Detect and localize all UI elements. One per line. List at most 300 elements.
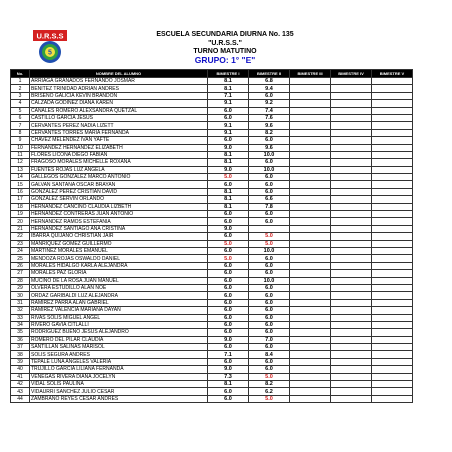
student-number: 26: [11, 262, 30, 269]
grade-bimestre-5: [372, 395, 413, 402]
grade-bimestre-3: [290, 336, 331, 343]
grade-bimestre-3: [290, 218, 331, 225]
grade-bimestre-3: [290, 174, 331, 181]
student-number: 38: [11, 351, 30, 358]
student-number: 34: [11, 321, 30, 328]
student-name: VIDAURRI SANCHEZ JULIO CESAR: [30, 388, 208, 395]
student-number: 30: [11, 292, 30, 299]
grade-bimestre-1: 9.0: [208, 144, 249, 151]
student-name: FRAGOSO MORALES MICHELLE ROXANA: [30, 159, 208, 166]
student-name: ROMERO DEL PILAR CLAUDIA: [30, 336, 208, 343]
grade-bimestre-5: [372, 270, 413, 277]
table-row: [11, 196, 413, 203]
grade-bimestre-3: [290, 395, 331, 402]
student-name: CERVANTES TORRES MARIA FERNANDA: [30, 129, 208, 136]
student-name: MORALES PAZ GLORIA: [30, 270, 208, 277]
grade-bimestre-4: [331, 159, 372, 166]
table-row: [11, 225, 413, 232]
grade-bimestre-1: 6.0: [208, 292, 249, 299]
grade-bimestre-3: [290, 247, 331, 254]
grade-bimestre-2: 6.6: [249, 196, 290, 203]
grade-bimestre-3: [290, 373, 331, 380]
student-name: MENDOZA ROJAS OSWALDO DANIEL: [30, 255, 208, 262]
student-number: 39: [11, 358, 30, 365]
column-header-name: NOMBRE DEL ALUMNO: [30, 70, 208, 78]
grade-bimestre-2: 6.2: [249, 388, 290, 395]
table-row: [11, 277, 413, 284]
grade-bimestre-3: [290, 181, 331, 188]
grade-bimestre-5: [372, 78, 413, 85]
grade-bimestre-2: [249, 225, 290, 232]
grade-bimestre-4: [331, 100, 372, 107]
table-row: [11, 78, 413, 85]
grade-bimestre-5: [372, 166, 413, 173]
grade-bimestre-5: [372, 203, 413, 210]
student-name: ZAMBRANO REYES CESAR ANDRES: [30, 395, 208, 402]
grade-bimestre-4: [331, 144, 372, 151]
grade-bimestre-1: 9.0: [208, 336, 249, 343]
grade-bimestre-1: 6.0: [208, 307, 249, 314]
student-number: 35: [11, 329, 30, 336]
grade-bimestre-4: [331, 166, 372, 173]
student-name: HERNANDEZ CONTRERAS JUAN ANTONIO: [30, 211, 208, 218]
school-title: ESCUELA SECUNDARIA DIURNA No. 135: [156, 31, 294, 38]
table-row: [11, 366, 413, 373]
table-header-row: [11, 70, 413, 78]
grade-bimestre-4: [331, 277, 372, 284]
grade-bimestre-4: [331, 284, 372, 291]
grade-bimestre-2: 6.0: [249, 188, 290, 195]
student-number: 10: [11, 144, 30, 151]
grade-bimestre-3: [290, 329, 331, 336]
grade-bimestre-2: 9.6: [249, 144, 290, 151]
grade-bimestre-4: [331, 299, 372, 306]
student-number: 32: [11, 307, 30, 314]
grade-bimestre-2: 7.4: [249, 107, 290, 114]
student-number: 8: [11, 129, 30, 136]
grades-table: [10, 69, 413, 403]
logo-number: 5: [48, 49, 52, 57]
student-name: GALVAN SANTANA OSCAR BRAYAN: [30, 181, 208, 188]
table-row: [11, 388, 413, 395]
table-row: [11, 203, 413, 210]
table-row: [11, 166, 413, 173]
grade-bimestre-4: [331, 181, 372, 188]
grade-bimestre-3: [290, 196, 331, 203]
grade-bimestre-4: [331, 381, 372, 388]
grade-bimestre-1: 6.0: [208, 107, 249, 114]
grade-bimestre-2: 7.6: [249, 114, 290, 121]
student-name: CANALES ROMERO ALEXSANDRA QUETZAL: [30, 107, 208, 114]
grade-bimestre-1: 6.0: [208, 211, 249, 218]
table-row: [11, 358, 413, 365]
grade-bimestre-2: 7.0: [249, 336, 290, 343]
table-row: [11, 151, 413, 158]
grade-bimestre-1: 9.1: [208, 129, 249, 136]
grade-bimestre-1: 7.1: [208, 92, 249, 99]
grade-bimestre-3: [290, 262, 331, 269]
grade-bimestre-4: [331, 351, 372, 358]
grade-bimestre-2: 6.0: [249, 218, 290, 225]
table-row: [11, 314, 413, 321]
student-number: 25: [11, 255, 30, 262]
grade-bimestre-1: 8.1: [208, 159, 249, 166]
table-row: [11, 270, 413, 277]
grade-bimestre-2: 6.0: [249, 137, 290, 144]
student-name: OLVERA ESTUDILLO ALAN NOE: [30, 284, 208, 291]
grade-bimestre-2: 9.4: [249, 85, 290, 92]
table-row: [11, 137, 413, 144]
grade-bimestre-1: 7.3: [208, 373, 249, 380]
grade-bimestre-4: [331, 270, 372, 277]
table-row: [11, 240, 413, 247]
table-row: [11, 307, 413, 314]
grade-bimestre-5: [372, 114, 413, 121]
school-shift: TURNO MATUTINO: [193, 48, 257, 55]
student-number: 7: [11, 122, 30, 129]
grade-bimestre-1: 5.0: [208, 240, 249, 247]
table-row: [11, 233, 413, 240]
student-name: HERNANDEZ RAMOS ESTEFANIA: [30, 218, 208, 225]
table-row: [11, 329, 413, 336]
table-row: [11, 100, 413, 107]
student-number: 21: [11, 225, 30, 232]
grade-bimestre-4: [331, 358, 372, 365]
grade-bimestre-4: [331, 366, 372, 373]
grade-bimestre-1: 6.0: [208, 233, 249, 240]
grade-bimestre-2: 6.0: [249, 255, 290, 262]
grade-bimestre-1: 7.1: [208, 351, 249, 358]
student-number: 33: [11, 314, 30, 321]
grade-bimestre-4: [331, 388, 372, 395]
table-row: [11, 373, 413, 380]
student-name: HERNANDEZ SANTIAGO ANA CRISTINA: [30, 225, 208, 232]
student-number: 28: [11, 277, 30, 284]
grade-bimestre-2: 10.0: [249, 247, 290, 254]
grade-bimestre-1: 8.1: [208, 203, 249, 210]
grade-bimestre-4: [331, 255, 372, 262]
grades-table-body: [11, 78, 413, 403]
table-row: [11, 381, 413, 388]
grade-bimestre-5: [372, 329, 413, 336]
table-row: [11, 395, 413, 402]
grade-bimestre-1: 6.0: [208, 321, 249, 328]
student-number: 44: [11, 395, 30, 402]
grade-bimestre-1: 6.0: [208, 137, 249, 144]
grade-bimestre-4: [331, 174, 372, 181]
grade-bimestre-2: 6.0: [249, 299, 290, 306]
grade-bimestre-4: [331, 329, 372, 336]
student-name: RAMIREZ PARRA ALAN GABRIEL: [30, 299, 208, 306]
table-row: [11, 336, 413, 343]
grade-bimestre-3: [290, 344, 331, 351]
grade-bimestre-1: 8.1: [208, 78, 249, 85]
table-row: [11, 247, 413, 254]
grade-bimestre-2: 6.0: [249, 292, 290, 299]
grade-bimestre-5: [372, 299, 413, 306]
table-row: [11, 284, 413, 291]
grade-bimestre-4: [331, 107, 372, 114]
grade-bimestre-2: 6.0: [249, 159, 290, 166]
student-name: SOLIS SEGURA ANDRES: [30, 351, 208, 358]
student-name: RIVAS SOLIS MIGUEL ANGEL: [30, 314, 208, 321]
grade-bimestre-2: 6.8: [249, 78, 290, 85]
student-number: 6: [11, 114, 30, 121]
grade-bimestre-3: [290, 151, 331, 158]
grade-bimestre-2: 5.0: [249, 395, 290, 402]
student-number: 19: [11, 211, 30, 218]
grade-bimestre-5: [372, 240, 413, 247]
student-number: 18: [11, 203, 30, 210]
grade-bimestre-1: 6.0: [208, 344, 249, 351]
grade-bimestre-4: [331, 137, 372, 144]
grade-bimestre-5: [372, 137, 413, 144]
column-header-bimestre-4: BIMESTRE IV: [331, 70, 372, 78]
student-number: 5: [11, 107, 30, 114]
grade-bimestre-2: 6.0: [249, 262, 290, 269]
grade-bimestre-5: [372, 336, 413, 343]
student-name: TRUJILLO GARCIA LILIANA FERNANDA: [30, 366, 208, 373]
student-number: 13: [11, 166, 30, 173]
student-number: 41: [11, 373, 30, 380]
table-row: [11, 181, 413, 188]
grade-bimestre-5: [372, 307, 413, 314]
grade-bimestre-2: 6.0: [249, 270, 290, 277]
grade-bimestre-5: [372, 107, 413, 114]
grade-bimestre-5: [372, 262, 413, 269]
table-row: [11, 262, 413, 269]
grade-bimestre-4: [331, 114, 372, 121]
grade-bimestre-4: [331, 262, 372, 269]
grade-bimestre-5: [372, 381, 413, 388]
student-name: MUCIÑO DE LA ROSA JUAN MANUEL: [30, 277, 208, 284]
grade-bimestre-5: [372, 233, 413, 240]
column-header-bimestre-1: BIMESTRE I: [208, 70, 249, 78]
grade-bimestre-5: [372, 181, 413, 188]
grade-bimestre-4: [331, 218, 372, 225]
grade-bimestre-2: 7.8: [249, 203, 290, 210]
grade-bimestre-5: [372, 218, 413, 225]
grade-bimestre-3: [290, 144, 331, 151]
grade-bimestre-2: 5.0: [249, 373, 290, 380]
grade-bimestre-2: 6.0: [249, 358, 290, 365]
column-header-no: No.: [11, 70, 30, 78]
grade-bimestre-4: [331, 292, 372, 299]
grade-bimestre-3: [290, 107, 331, 114]
grade-bimestre-4: [331, 196, 372, 203]
grade-bimestre-3: [290, 284, 331, 291]
student-number: 3: [11, 92, 30, 99]
student-number: 23: [11, 240, 30, 247]
student-name: CASTILLO GARCIA JESUS: [30, 114, 208, 121]
grade-bimestre-2: 6.0: [249, 181, 290, 188]
logo-text: U.R.S.S: [36, 31, 64, 41]
grade-bimestre-3: [290, 351, 331, 358]
grade-bimestre-5: [372, 129, 413, 136]
student-name: MARTINEZ MORALES EMANUEL: [30, 247, 208, 254]
student-name: ORDAZ GARIBALDI LUZ ALEJANDRA: [30, 292, 208, 299]
table-row: [11, 255, 413, 262]
student-number: 16: [11, 188, 30, 195]
table-row: [11, 92, 413, 99]
grade-bimestre-1: 9.0: [208, 366, 249, 373]
table-row: [11, 321, 413, 328]
grade-bimestre-3: [290, 114, 331, 121]
student-name: MANRIQUEZ GOMEZ GUILLERMO: [30, 240, 208, 247]
grade-bimestre-1: 8.1: [208, 151, 249, 158]
column-header-bimestre-5: BIMESTRE V: [372, 70, 413, 78]
grade-bimestre-1: 8.1: [208, 85, 249, 92]
grade-bimestre-1: 5.0: [208, 255, 249, 262]
grade-bimestre-3: [290, 292, 331, 299]
table-row: [11, 107, 413, 114]
grade-bimestre-5: [372, 100, 413, 107]
grade-bimestre-5: [372, 255, 413, 262]
grade-bimestre-2: 6.0: [249, 314, 290, 321]
student-number: 15: [11, 181, 30, 188]
grade-bimestre-1: 9.0: [208, 225, 249, 232]
grade-bimestre-5: [372, 92, 413, 99]
grade-bimestre-2: 9.2: [249, 100, 290, 107]
grade-bimestre-1: 6.0: [208, 388, 249, 395]
grade-bimestre-2: 6.0: [249, 174, 290, 181]
grade-bimestre-3: [290, 366, 331, 373]
grade-bimestre-4: [331, 203, 372, 210]
student-number: 31: [11, 299, 30, 306]
grade-bimestre-1: 6.0: [208, 395, 249, 402]
grade-bimestre-4: [331, 188, 372, 195]
grade-bimestre-3: [290, 233, 331, 240]
student-number: 14: [11, 174, 30, 181]
grade-bimestre-5: [372, 321, 413, 328]
grade-bimestre-4: [331, 122, 372, 129]
grade-bimestre-3: [290, 255, 331, 262]
grade-bimestre-2: 6.0: [249, 307, 290, 314]
student-number: 4: [11, 100, 30, 107]
grade-bimestre-3: [290, 211, 331, 218]
grade-bimestre-4: [331, 225, 372, 232]
grade-bimestre-4: [331, 92, 372, 99]
grade-bimestre-3: [290, 166, 331, 173]
grade-bimestre-4: [331, 314, 372, 321]
grade-bimestre-2: 6.0: [249, 284, 290, 291]
student-number: 9: [11, 137, 30, 144]
student-name: GALLEGOS GONZALEZ MARCO ANTONIO: [30, 174, 208, 181]
grade-bimestre-5: [372, 358, 413, 365]
grade-bimestre-1: 9.0: [208, 166, 249, 173]
student-name: GONZALEZ SERVIN ORLANDO: [30, 196, 208, 203]
table-row: [11, 188, 413, 195]
grade-bimestre-1: 5.0: [208, 174, 249, 181]
student-name: CHAVEZ MELENDEZ IVAN YAFTE: [30, 137, 208, 144]
grade-bimestre-3: [290, 92, 331, 99]
student-number: 42: [11, 381, 30, 388]
student-name: VIDAL SOLIS PAULINA: [30, 381, 208, 388]
grade-bimestre-3: [290, 307, 331, 314]
grade-bimestre-3: [290, 203, 331, 210]
table-row: [11, 129, 413, 136]
grade-bimestre-3: [290, 277, 331, 284]
grade-bimestre-3: [290, 188, 331, 195]
grade-bimestre-3: [290, 78, 331, 85]
student-name: BENITEZ TRINIDAD ADRIAN ANDRES: [30, 85, 208, 92]
grade-bimestre-1: 6.0: [208, 247, 249, 254]
student-name: HERNANDEZ CANCINO CLAUDIA LIZBETH: [30, 203, 208, 210]
student-name: BRISEÑO GALICIA KEVIN BRANDON: [30, 92, 208, 99]
column-header-bimestre-2: BIMESTRE II: [249, 70, 290, 78]
grade-bimestre-1: 6.0: [208, 218, 249, 225]
grade-bimestre-5: [372, 225, 413, 232]
student-name: RODRIGUEZ BUENO JESUS ALEJANDRO: [30, 329, 208, 336]
table-row: [11, 174, 413, 181]
grade-bimestre-4: [331, 129, 372, 136]
student-number: 1: [11, 78, 30, 85]
column-header-bimestre-3: BIMESTRE III: [290, 70, 331, 78]
table-row: [11, 144, 413, 151]
grade-bimestre-3: [290, 137, 331, 144]
grade-bimestre-4: [331, 336, 372, 343]
grade-bimestre-2: 6.0: [249, 329, 290, 336]
grade-bimestre-1: 6.0: [208, 314, 249, 321]
grade-bimestre-1: 6.0: [208, 277, 249, 284]
table-row: [11, 344, 413, 351]
grade-bimestre-1: 8.1: [208, 188, 249, 195]
grade-bimestre-5: [372, 174, 413, 181]
grade-bimestre-4: [331, 395, 372, 402]
grade-bimestre-5: [372, 344, 413, 351]
grade-bimestre-5: [372, 122, 413, 129]
grade-bimestre-5: [372, 351, 413, 358]
student-name: ARRIAGA GRANADOS FERNANDO JOSMAR: [30, 78, 208, 85]
grade-bimestre-5: [372, 85, 413, 92]
student-number: 24: [11, 247, 30, 254]
grade-bimestre-4: [331, 373, 372, 380]
grade-bimestre-5: [372, 196, 413, 203]
grade-bimestre-3: [290, 358, 331, 365]
grade-bimestre-3: [290, 100, 331, 107]
grade-bimestre-3: [290, 225, 331, 232]
grade-bimestre-4: [331, 233, 372, 240]
grade-bimestre-1: 8.1: [208, 381, 249, 388]
grade-bimestre-3: [290, 85, 331, 92]
school-name: "U.R.S.S.": [208, 40, 242, 47]
grade-bimestre-4: [331, 247, 372, 254]
grade-bimestre-2: 5.0: [249, 233, 290, 240]
grade-bimestre-2: 6.0: [249, 366, 290, 373]
grade-bimestre-1: 6.0: [208, 270, 249, 277]
grade-bimestre-4: [331, 344, 372, 351]
grade-bimestre-2: 9.6: [249, 122, 290, 129]
table-row: [11, 218, 413, 225]
table-row: [11, 211, 413, 218]
grade-bimestre-3: [290, 240, 331, 247]
table-row: [11, 299, 413, 306]
grade-bimestre-5: [372, 277, 413, 284]
student-number: 22: [11, 233, 30, 240]
grade-bimestre-3: [290, 321, 331, 328]
grade-bimestre-5: [372, 373, 413, 380]
grade-bimestre-2: 10.0: [249, 277, 290, 284]
student-number: 43: [11, 388, 30, 395]
student-name: SANTILLAN SALINAS MARISOL: [30, 344, 208, 351]
grade-bimestre-5: [372, 211, 413, 218]
grade-bimestre-1: 8.1: [208, 196, 249, 203]
grade-bimestre-4: [331, 307, 372, 314]
student-name: IBARRA QUIJANO CHRISTIAN JAIR: [30, 233, 208, 240]
student-number: 27: [11, 270, 30, 277]
student-number: 29: [11, 284, 30, 291]
school-logo: [33, 30, 67, 64]
